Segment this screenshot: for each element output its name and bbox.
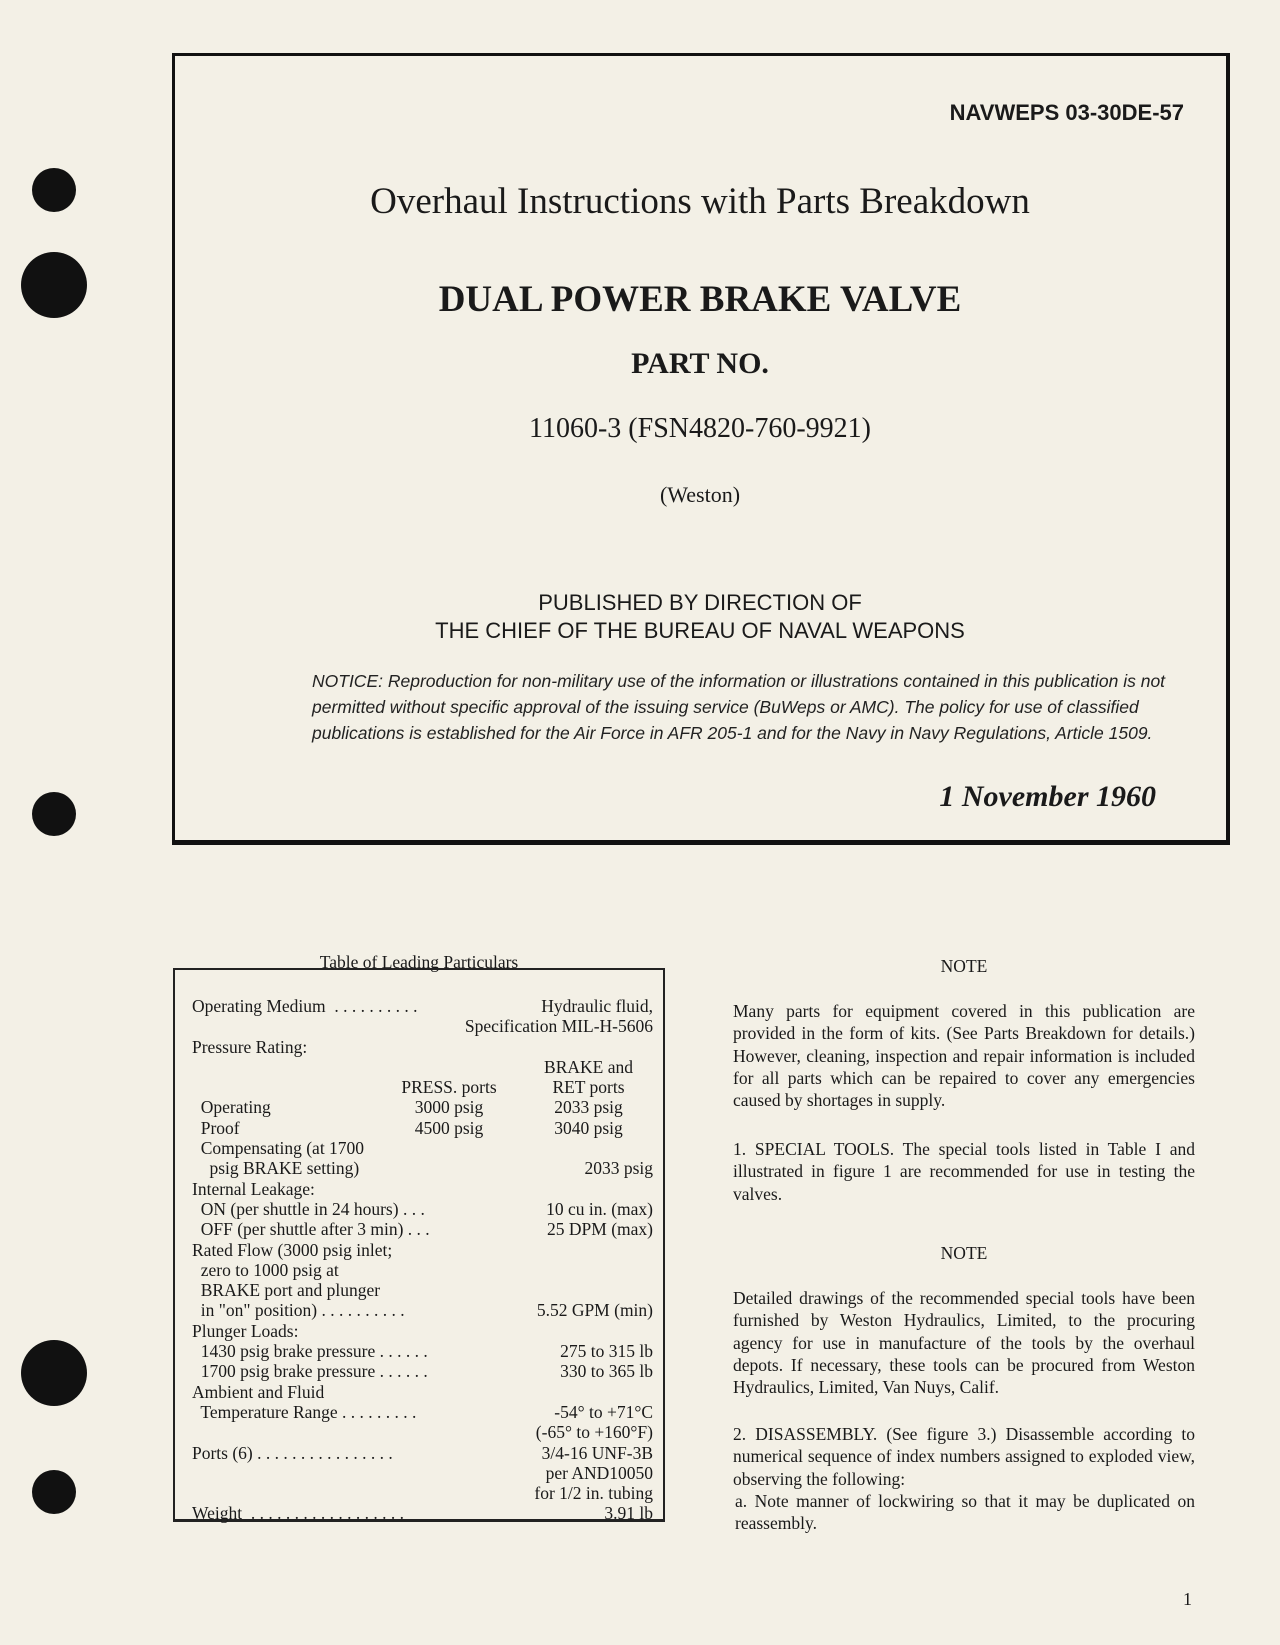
row-value: -54° to +71°C [554,1401,653,1422]
row-label: Operating Medium . . . . . . . . . . [192,996,418,1016]
page-number: 1 [1183,1589,1192,1609]
table-row [175,1280,663,1300]
table-row [175,1057,663,1077]
row-label: Ambient and Fluid [192,1381,325,1402]
table-row [175,1219,663,1239]
table-row [175,1443,663,1463]
binder-hole [21,1340,87,1406]
table-cell: Proof [192,1117,240,1138]
table-row [175,1402,663,1422]
table-row [175,1503,663,1523]
table-row [175,1321,663,1341]
table-cell [374,1057,524,1077]
disassembly-step-a: a. Note manner of lockwiring so that it may be duplicated on reassembly. [735,1491,1195,1534]
row-value: 25 DPM (max) [547,1219,653,1240]
row-label: Weight . . . . . . . . . . . . . . . . . . [192,1503,404,1524]
row-label: Internal Leakage: [192,1178,315,1199]
row-value: Specification MIL-H-5606 [464,1016,653,1037]
row-label: in "on" position) . . . . . . . . . . [192,1300,405,1321]
manufacturer: (Weston) [659,482,741,507]
table-row [175,1361,663,1381]
table-row [175,1118,663,1138]
table-cell: BRAKE and [544,1056,633,1077]
table-cell: 2033 psig [554,1097,623,1118]
table-row [175,996,663,1016]
row-label: ON (per shuttle in 24 hours) . . . [192,1198,425,1219]
row-label: 1430 psig brake pressure . . . . . . [192,1341,428,1362]
table-row [175,1158,663,1178]
doc-number: NAVWEPS 03-30DE-57 [949,100,1184,125]
table-cell: Operating [192,1097,271,1118]
row-value: 330 to 365 lb [560,1361,653,1382]
row-value: 5.52 GPM (min) [536,1300,653,1321]
note-heading: NOTE [940,1243,988,1263]
part-label: PART NO. [631,347,769,380]
table-cell [192,1077,374,1097]
table-row [175,1300,663,1320]
row-value: (-65° to +160°F) [535,1422,653,1443]
section-disassembly: 2. DISASSEMBLY. (See figure 3.) Disassemble according to numerical sequence of index numbers assigned to exploded view, observing the following: [733,1424,1195,1489]
subject: DUAL POWER BRAKE VALVE [438,279,962,320]
row-label: Ports (6) . . . . . . . . . . . . . . . . [192,1442,393,1463]
row-value: per AND10050 [545,1462,653,1483]
table-cell: 3040 psig [554,1117,623,1138]
leading-particulars-table [173,968,665,1522]
table-row [175,1240,663,1260]
row-label: Plunger Loads: [192,1320,299,1341]
table-row [175,1260,663,1280]
binder-hole [32,1470,76,1514]
row-value: for 1/2 in. tubing [534,1483,653,1504]
table-cell: PRESS. ports [401,1077,497,1098]
row-label: Pressure Rating: [192,1036,308,1057]
table-cell: 3000 psig [414,1097,484,1118]
table-row [175,1382,663,1402]
note-text: Detailed drawings of the recommended special tools have been furnished by Weston Hydraulics, Limited, to the procuring agency for use in manufacture of the tools by the overhaul depots. If necessary, these tools can be procured from Weston Hydraulics, Limited, Van Nuys, Calif. [733,1288,1195,1398]
table-row [175,1097,663,1117]
binder-hole [32,168,76,212]
table-row [175,1422,663,1442]
note-heading: NOTE [940,956,988,976]
note-text: Many parts for equipment covered in this publication are provided in the form of kits. (See Parts Breakdown for details.) However, cleaning, inspection and repair information is included for all parts which can be repaired to cover any emergencies caused by shortages in supply. [733,1001,1195,1111]
row-value: 3/4-16 UNF-3B [541,1442,653,1463]
table-row [175,1199,663,1219]
row-value: 3.91 lb [604,1503,653,1524]
table-cell: 4500 psig [414,1117,484,1138]
table-cell: RET ports [552,1077,625,1098]
binder-hole [32,792,76,836]
table-row [175,1179,663,1199]
publication-date: 1 November 1960 [939,780,1156,813]
row-label: 1700 psig brake pressure . . . . . . [192,1361,428,1382]
row-label: Rated Flow (3000 psig inlet; [192,1239,393,1260]
published-line2: THE CHIEF OF THE BUREAU OF NAVAL WEAPONS [435,618,965,643]
row-label: Compensating (at 1700 [192,1138,365,1159]
row-label: psig BRAKE setting) [192,1158,360,1179]
notice: NOTICE: Reproduction for non-military use of the information or illustrations contained in this publication is not permitted without specific approval of the issuing service (BuWeps or AMC). The policy for use of classified publications is established for the Air Force in AFR 205-1 and for the Navy in Navy Regulations, Article 1509. [312,671,1166,743]
table-row [175,1463,663,1483]
table-title: Table of Leading Particulars [319,952,519,972]
row-label: zero to 1000 psig at [192,1259,339,1280]
table-row [175,1037,663,1057]
row-label: Temperature Range . . . . . . . . . [192,1401,417,1422]
table-row [175,1483,663,1503]
section-special-tools: 1. SPECIAL TOOLS. The special tools listed in Table I and illustrated in figure 1 are recommended for use in testing the valves. [733,1139,1195,1204]
table-cell [192,1057,374,1077]
table-row [175,1077,663,1097]
table-row [175,1138,663,1158]
row-label: OFF (per shuttle after 3 min) . . . [192,1219,430,1240]
row-value: 275 to 315 lb [560,1341,653,1362]
part-number: 11060-3 (FSN4820-760-9921) [529,413,871,444]
row-value: Hydraulic fluid, [541,996,653,1016]
doc-title: Overhaul Instructions with Parts Breakdown [370,181,1030,222]
published-line1: PUBLISHED BY DIRECTION OF [538,590,862,615]
table-row [175,1016,663,1036]
row-value: 10 cu in. (max) [546,1198,653,1219]
row-label: BRAKE port and plunger [192,1280,381,1301]
table-row [175,1341,663,1361]
binder-hole [21,252,87,318]
row-value: 2033 psig [584,1158,653,1179]
